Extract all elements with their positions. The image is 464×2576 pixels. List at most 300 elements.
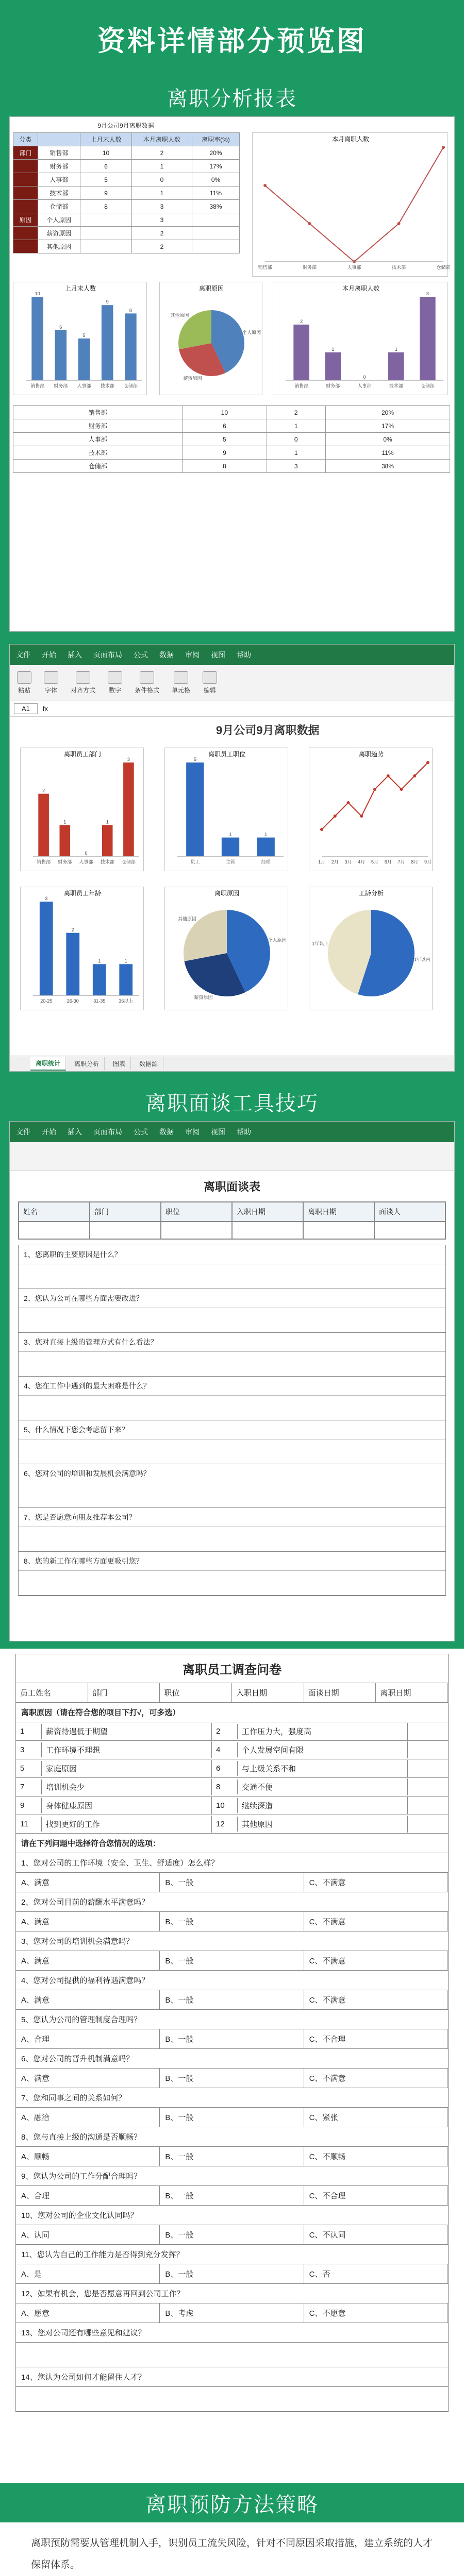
tool-label: 单元格 xyxy=(172,687,191,694)
reason-cell[interactable]: 工作压力大，强度高 xyxy=(238,1723,408,1740)
survey-question: 4、您对公司提供的福利待遇满意吗？ xyxy=(16,1971,448,1990)
data-label: 3 xyxy=(45,896,48,901)
bar xyxy=(66,933,79,995)
report-subtitle: 9月公司9月离职数据 xyxy=(97,122,154,129)
summary-cell: 17% xyxy=(326,419,450,433)
option-row xyxy=(16,2069,448,2088)
table-cell: 2 xyxy=(131,227,192,240)
menu-tab[interactable]: 页面布局 xyxy=(93,1128,122,1136)
survey-question: 1、您对公司的工作环境（安全、卫生、舒适度）怎么样？ xyxy=(16,1853,448,1873)
reason-cell[interactable]: 7 xyxy=(16,1780,42,1794)
summary-row xyxy=(13,419,450,433)
reason-cell[interactable]: 身体健康原因 xyxy=(42,1797,212,1814)
excel-window xyxy=(9,644,455,1072)
table-row xyxy=(13,146,240,160)
bar xyxy=(186,762,204,856)
row-group xyxy=(13,187,38,200)
interview-title: 离职面谈表 xyxy=(203,1180,260,1193)
data-label: 1 xyxy=(124,958,127,964)
interview-question: 6、您对公司的培训和发展机会满意吗？ xyxy=(19,1464,445,1483)
survey-info xyxy=(16,1683,448,1703)
report-line-chart xyxy=(252,132,451,277)
data-label: 6 xyxy=(59,324,62,330)
survey-option[interactable]: C、不认同 xyxy=(304,2225,448,2244)
survey-question: 11、您认为自己的工作能力是否得到充分发挥？ xyxy=(16,2245,448,2264)
table-cell: 2 xyxy=(131,146,192,160)
interview-question: 8、您的新工作在哪些方面更吸引您？ xyxy=(19,1552,445,1571)
field-input[interactable] xyxy=(232,1222,303,1239)
menu-tab[interactable]: 插入 xyxy=(68,651,82,659)
reason-row xyxy=(16,1759,448,1778)
menu-tab[interactable]: 开始 xyxy=(42,651,56,659)
option-row xyxy=(16,1912,448,1931)
data-label: 2 xyxy=(300,319,303,324)
table-row xyxy=(13,213,240,227)
survey-option[interactable]: B、一般 xyxy=(160,2264,304,2283)
table-cell xyxy=(192,240,239,253)
table-cell: 财务部 xyxy=(38,160,80,173)
survey-option[interactable]: A、满意 xyxy=(16,1951,160,1970)
tick-label: 主管 xyxy=(225,859,236,865)
reason-row xyxy=(16,1722,448,1741)
summary-row xyxy=(13,446,450,460)
field-input[interactable] xyxy=(161,1222,232,1239)
table-cell: 其他原因 xyxy=(38,240,80,253)
summary-cell: 人事部 xyxy=(13,433,183,446)
tick-label: 销售部 xyxy=(37,859,51,865)
menu-tab[interactable]: 视图 xyxy=(211,1128,225,1136)
bar xyxy=(78,338,90,380)
option-row xyxy=(16,1951,448,1971)
reason-row xyxy=(16,1797,448,1815)
table-cell: 3 xyxy=(131,200,192,213)
survey-option[interactable]: A、满意 xyxy=(16,1990,160,2009)
table-cell: 薪资原因 xyxy=(38,227,80,240)
chart-title: 上月末人数 xyxy=(64,285,96,292)
survey-option[interactable]: B、一般 xyxy=(160,1873,304,1892)
reason-cell[interactable]: 找到更好的工作 xyxy=(42,1816,212,1833)
menu-tab[interactable]: 帮助 xyxy=(237,1128,251,1136)
tool-icon xyxy=(17,671,31,684)
row-group xyxy=(13,227,38,240)
slice-label: 个人原因 xyxy=(242,330,261,335)
toolbar-button[interactable] xyxy=(108,671,122,694)
menu-tab[interactable]: 插入 xyxy=(68,1128,82,1136)
option-row xyxy=(16,2264,448,2284)
tick-label: 销售部 xyxy=(258,265,272,270)
table-row xyxy=(13,227,240,240)
survey-question: 2、您对公司目前的薪酬水平满意吗？ xyxy=(16,1892,448,1912)
menu-tab[interactable]: 公式 xyxy=(134,1128,148,1136)
chart-title: 工龄分析 xyxy=(358,890,384,897)
answer-area[interactable] xyxy=(19,1527,445,1552)
row-group: 部门 xyxy=(13,146,38,160)
interview-fields xyxy=(18,1201,446,1240)
survey-option[interactable]: B、一般 xyxy=(160,2108,304,2127)
data-label: 8 xyxy=(129,308,132,313)
answer-area[interactable] xyxy=(19,1439,445,1464)
option-row xyxy=(16,1873,448,1892)
table-cell: 3 xyxy=(131,213,192,227)
data-label: 1 xyxy=(98,958,101,964)
summary-cell: 销售部 xyxy=(13,406,183,419)
survey-option[interactable]: B、一般 xyxy=(160,2147,304,2166)
menu-tab[interactable]: 公式 xyxy=(134,651,148,659)
tick-label: 财务部 xyxy=(302,265,317,270)
survey-option[interactable]: B、一般 xyxy=(160,1951,304,1970)
column-header: 本月离职人数 xyxy=(131,133,192,146)
section-title: 离职面谈工具技巧 xyxy=(145,1092,319,1115)
survey-question: 5、您认为公司的管理制度合理吗？ xyxy=(16,2010,448,2029)
chart-title: 离职原因 xyxy=(214,890,240,897)
slice-label: 1年以内 xyxy=(413,957,430,962)
tool-label: 字体 xyxy=(44,687,57,694)
survey-option[interactable]: B、一般 xyxy=(160,2069,304,2088)
reason-cell[interactable]: 9 xyxy=(16,1798,42,1813)
survey-option[interactable]: C、不顺畅 xyxy=(304,2147,448,2166)
table-cell: 个人原因 xyxy=(38,213,80,227)
tick-label: 仓储部 xyxy=(121,859,136,865)
reason-row xyxy=(16,1741,448,1759)
tick-label: 销售部 xyxy=(30,383,45,388)
sheet-tabs xyxy=(10,1056,454,1071)
bar xyxy=(222,838,239,856)
table-cell xyxy=(80,240,132,253)
formula-bar[interactable] xyxy=(10,701,454,717)
summary-cell: 10 xyxy=(183,406,267,419)
table-cell: 17% xyxy=(192,160,239,173)
menu-tab[interactable]: 审阅 xyxy=(185,1128,200,1136)
survey-option[interactable]: A、合理 xyxy=(16,2186,160,2205)
tick-label: 3月 xyxy=(344,859,352,865)
data-label: 5 xyxy=(82,333,86,338)
toolbar-button[interactable] xyxy=(203,671,217,694)
toolbar-button[interactable] xyxy=(44,671,58,694)
table-cell xyxy=(80,213,132,227)
tick-label: 财务部 xyxy=(58,859,72,865)
survey-option[interactable]: A、满意 xyxy=(16,2069,160,2088)
survey-option[interactable]: C、不合理 xyxy=(304,2029,448,2048)
option-row xyxy=(16,1990,448,2010)
tick-label: 技术部 xyxy=(100,383,114,388)
reason-cell[interactable]: 与上级关系不和 xyxy=(238,1760,408,1777)
reason-cell[interactable]: 薪资待遇低于期望 xyxy=(42,1723,212,1740)
reason-pie-chart xyxy=(164,887,288,1010)
tick-label: 仓储部 xyxy=(123,383,138,388)
reason-cell[interactable]: 6 xyxy=(212,1761,238,1776)
report-panel xyxy=(9,116,455,632)
excel-toolbar xyxy=(10,665,454,701)
survey-question: 9、您认为公司的工作分配合理吗？ xyxy=(16,2166,448,2186)
chart-title: 离职原因 xyxy=(198,285,224,292)
interview-question: 5、什么情况下您会考虑留下来？ xyxy=(19,1420,445,1439)
reason-cell[interactable]: 工作环境不理想 xyxy=(42,1741,212,1758)
tick-label: 36以上 xyxy=(119,998,134,1004)
tool-label: 粘贴 xyxy=(18,687,30,694)
data-label: 1 xyxy=(229,832,232,837)
reason-cell[interactable]: 继续深造 xyxy=(238,1797,408,1814)
survey-question: 7、您和同事之间的关系如何？ xyxy=(16,2088,448,2108)
reason-cell[interactable]: 4 xyxy=(212,1742,238,1757)
info-label: 面谈日期 xyxy=(304,1683,376,1702)
summary-cell: 11% xyxy=(326,446,450,460)
bar xyxy=(293,325,309,380)
bar xyxy=(257,838,275,856)
tick-label: 4月 xyxy=(358,859,366,865)
field-label: 入职日期 xyxy=(232,1202,303,1222)
menu-tab[interactable]: 视图 xyxy=(211,651,225,659)
report-bar-chart xyxy=(13,282,147,395)
reason-cell[interactable]: 5 xyxy=(16,1761,42,1776)
survey-option[interactable]: B、考虑 xyxy=(160,2303,304,2323)
answer-area[interactable] xyxy=(16,2387,448,2412)
data-label: 3 xyxy=(426,291,429,296)
column-header: 上月末人数 xyxy=(80,133,132,146)
summary-cell: 3 xyxy=(267,460,325,473)
sheet-tab[interactable]: 离职统计 xyxy=(30,1057,66,1071)
survey-option[interactable]: C、否 xyxy=(304,2264,448,2283)
info-label: 员工姓名 xyxy=(16,1683,88,1702)
tick-label: 经理 xyxy=(261,859,271,865)
sheet-tab[interactable]: 离职分析 xyxy=(69,1057,105,1070)
menu-tab[interactable]: 审阅 xyxy=(185,651,200,659)
summary-cell: 9 xyxy=(183,446,267,460)
field-input[interactable] xyxy=(90,1222,161,1239)
tick-label: 人事部 xyxy=(77,383,91,388)
answer-area[interactable] xyxy=(19,1308,445,1333)
tool-icon xyxy=(44,671,58,684)
survey-option[interactable]: A、满意 xyxy=(16,1912,160,1931)
option-row xyxy=(16,2029,448,2049)
tick-label: 8月 xyxy=(411,859,419,865)
answer-area[interactable] xyxy=(19,1264,445,1289)
table-row xyxy=(13,240,240,253)
bar xyxy=(125,313,137,380)
answer-area[interactable] xyxy=(19,1396,445,1420)
toolbar-button[interactable] xyxy=(17,671,31,694)
tick-label: 人事部 xyxy=(357,383,372,388)
bar xyxy=(93,964,106,995)
interview-question: 4、您在工作中遇到的最大困难是什么？ xyxy=(19,1377,445,1396)
data-label: 10 xyxy=(35,291,40,296)
table-cell: 销售部 xyxy=(38,146,80,160)
summary-cell: 20% xyxy=(326,406,450,419)
field-input[interactable] xyxy=(303,1222,374,1239)
reason-cell[interactable]: 1 xyxy=(16,1724,42,1739)
bar xyxy=(40,902,53,995)
survey-option[interactable]: C、不合理 xyxy=(304,2186,448,2205)
survey-option[interactable]: C、不满意 xyxy=(304,1951,448,1970)
data-label: 1 xyxy=(394,347,397,352)
bar xyxy=(60,825,71,856)
series-line xyxy=(322,762,428,829)
survey-option[interactable]: C、紧张 xyxy=(304,2108,448,2127)
field-label: 姓名 xyxy=(19,1202,90,1222)
summary-cell: 2 xyxy=(267,406,325,419)
survey-intro: 离职原因（请在符合您的项目下打√，可多选） xyxy=(16,1703,448,1722)
summary-cell: 8 xyxy=(183,460,267,473)
data-label: 1 xyxy=(63,819,67,825)
survey-option[interactable]: B、一般 xyxy=(160,1990,304,2009)
tick-label: 1月 xyxy=(318,859,326,865)
summary-row xyxy=(13,433,450,446)
reason-row xyxy=(16,1815,448,1834)
survey-part2: 请在下列问题中选择符合您情况的选项： xyxy=(16,1834,448,1853)
tool-label: 数字 xyxy=(109,687,122,694)
answer-area[interactable] xyxy=(19,1571,445,1596)
table-cell: 0% xyxy=(192,173,239,187)
reason-cell[interactable]: 8 xyxy=(212,1780,238,1794)
tenure-pie-chart xyxy=(309,887,433,1010)
menu-tab[interactable]: 页面布局 xyxy=(93,651,122,659)
answer-area[interactable] xyxy=(19,1352,445,1377)
survey-closing xyxy=(16,2323,448,2412)
survey-option[interactable]: A、愿意 xyxy=(16,2303,160,2323)
reason-cell[interactable]: 家庭原因 xyxy=(42,1760,212,1777)
reason-cell[interactable]: 交通不便 xyxy=(238,1778,408,1795)
row-group xyxy=(13,160,38,173)
menu-tab[interactable]: 数据 xyxy=(159,651,174,659)
reason-cell[interactable]: 2 xyxy=(212,1724,238,1739)
field-label: 面谈人 xyxy=(374,1202,445,1222)
menu-tab[interactable]: 开始 xyxy=(42,1128,56,1136)
menu-tab[interactable]: 数据 xyxy=(159,1128,174,1136)
slice-label: 个人原因 xyxy=(268,938,287,943)
tool-label: 条件格式 xyxy=(135,687,160,694)
summary-cell: 仓储部 xyxy=(13,460,183,473)
option-row xyxy=(16,2147,448,2166)
survey-form xyxy=(15,1654,449,2412)
cell-reference[interactable]: A1 xyxy=(14,703,38,714)
survey-option[interactable]: A、是 xyxy=(16,2264,160,2283)
survey-reasons xyxy=(16,1722,448,1834)
slice-label: 薪资原因 xyxy=(183,376,202,381)
bar xyxy=(388,352,404,380)
reason-cell[interactable]: 3 xyxy=(16,1742,42,1757)
survey-option[interactable]: B、一般 xyxy=(160,2225,304,2244)
summary-cell: 0% xyxy=(326,433,450,446)
reason-cell[interactable]: 培训机会少 xyxy=(42,1778,212,1795)
sheet-tab[interactable]: 图表 xyxy=(108,1057,131,1070)
table-cell: 1 xyxy=(131,160,192,173)
data-label: 1 xyxy=(106,819,109,825)
column-header: 离职率(%) xyxy=(192,133,239,146)
tool-icon xyxy=(203,671,217,684)
reason-cell[interactable]: 个人发展空间有限 xyxy=(238,1741,408,1758)
summary-cell: 技术部 xyxy=(13,446,183,460)
page-title: 资料详情部分预览图 xyxy=(0,0,464,77)
table-cell: 8 xyxy=(80,200,132,213)
excel-section xyxy=(0,644,464,1082)
field-input[interactable] xyxy=(374,1222,445,1239)
data-label: 2 xyxy=(71,927,74,933)
survey-section xyxy=(0,1649,464,2483)
survey-option[interactable]: C、不满意 xyxy=(304,2069,448,2088)
tool-icon xyxy=(76,671,90,684)
excel-toolbar-2 xyxy=(10,1142,454,1171)
survey-option[interactable]: C、不满意 xyxy=(304,1912,448,1931)
survey-option[interactable]: B、一般 xyxy=(160,2186,304,2205)
survey-option[interactable]: C、不愿意 xyxy=(304,2303,448,2323)
option-row xyxy=(16,2303,448,2323)
reason-cell[interactable]: 其他原因 xyxy=(238,1816,408,1833)
menu-tab[interactable]: 文件 xyxy=(16,651,30,659)
toolbar-button[interactable] xyxy=(135,671,159,694)
table-cell xyxy=(80,227,132,240)
tick-label: 9月 xyxy=(424,859,432,865)
table-cell xyxy=(192,213,239,227)
bar xyxy=(102,305,113,380)
summary-cell: 6 xyxy=(183,419,267,433)
level-bar-chart xyxy=(164,748,288,871)
survey-title: 离职员工调查问卷 xyxy=(16,1654,448,1683)
data-label: 1 xyxy=(264,832,268,837)
table-cell: 9 xyxy=(80,187,132,200)
field-input[interactable] xyxy=(19,1222,90,1239)
report-summary-table xyxy=(13,405,450,473)
survey-option[interactable]: A、融洽 xyxy=(16,2108,160,2127)
reason-cell[interactable]: 12 xyxy=(212,1817,238,1832)
sheet-tab[interactable]: 数据源 xyxy=(134,1057,163,1070)
toolbar-button[interactable] xyxy=(71,671,95,694)
row-group xyxy=(13,200,38,213)
closing-question: 14、您认为公司如何才能留住人才？ xyxy=(16,2367,448,2387)
bar xyxy=(119,964,132,995)
survey-option[interactable]: A、认同 xyxy=(16,2225,160,2244)
survey-option[interactable]: B、一般 xyxy=(160,1912,304,1931)
interview-questions xyxy=(18,1245,446,1596)
field-label: 部门 xyxy=(90,1202,161,1222)
table-cell xyxy=(192,227,239,240)
chart-title: 本月离职人数 xyxy=(332,135,370,143)
answer-area[interactable] xyxy=(19,1483,445,1508)
summary-cell: 1 xyxy=(267,419,325,433)
toolbar-button[interactable] xyxy=(172,671,190,694)
survey-option[interactable]: C、不满意 xyxy=(304,1873,448,1892)
survey-option[interactable]: B、一般 xyxy=(160,2029,304,2048)
age-bar-chart xyxy=(20,887,144,1010)
answer-area[interactable] xyxy=(16,2343,448,2367)
reason-cell[interactable]: 10 xyxy=(212,1798,238,1813)
tool-label: 对齐方式 xyxy=(71,687,96,694)
report-bar-chart-2 xyxy=(273,282,448,395)
survey-option[interactable]: A、顺畅 xyxy=(16,2147,160,2166)
table-cell: 5 xyxy=(80,173,132,187)
survey-question: 12、如果有机会，您是否愿意再回到公司工作？ xyxy=(16,2284,448,2303)
table-cell: 1 xyxy=(131,187,192,200)
summary-row xyxy=(13,460,450,473)
tick-label: 技术部 xyxy=(389,383,403,388)
interview-question: 1、您离职的主要原因是什么？ xyxy=(19,1245,445,1264)
survey-question: 8、您与直接上级的沟通是否顺畅？ xyxy=(16,2127,448,2147)
section-interview xyxy=(0,1082,464,1649)
survey-option[interactable]: C、不满意 xyxy=(304,1990,448,2009)
slice-label: 1年以上 xyxy=(312,941,329,946)
chart-title: 离职趋势 xyxy=(358,751,384,758)
menu-tab[interactable]: 文件 xyxy=(16,1128,30,1136)
section-title: 离职预防方法策略 xyxy=(145,2493,319,2516)
survey-option[interactable]: A、满意 xyxy=(16,1873,160,1892)
summary-cell: 0 xyxy=(267,433,325,446)
bar xyxy=(38,794,49,856)
info-label: 部门 xyxy=(88,1683,160,1702)
tick-label: 26-30 xyxy=(67,998,79,1004)
survey-option[interactable]: A、合理 xyxy=(16,2029,160,2048)
menu-tab[interactable]: 帮助 xyxy=(237,651,251,659)
reason-cell[interactable]: 11 xyxy=(16,1817,42,1832)
data-label: 2 xyxy=(42,788,45,793)
slice-label: 其他原因 xyxy=(177,916,196,922)
